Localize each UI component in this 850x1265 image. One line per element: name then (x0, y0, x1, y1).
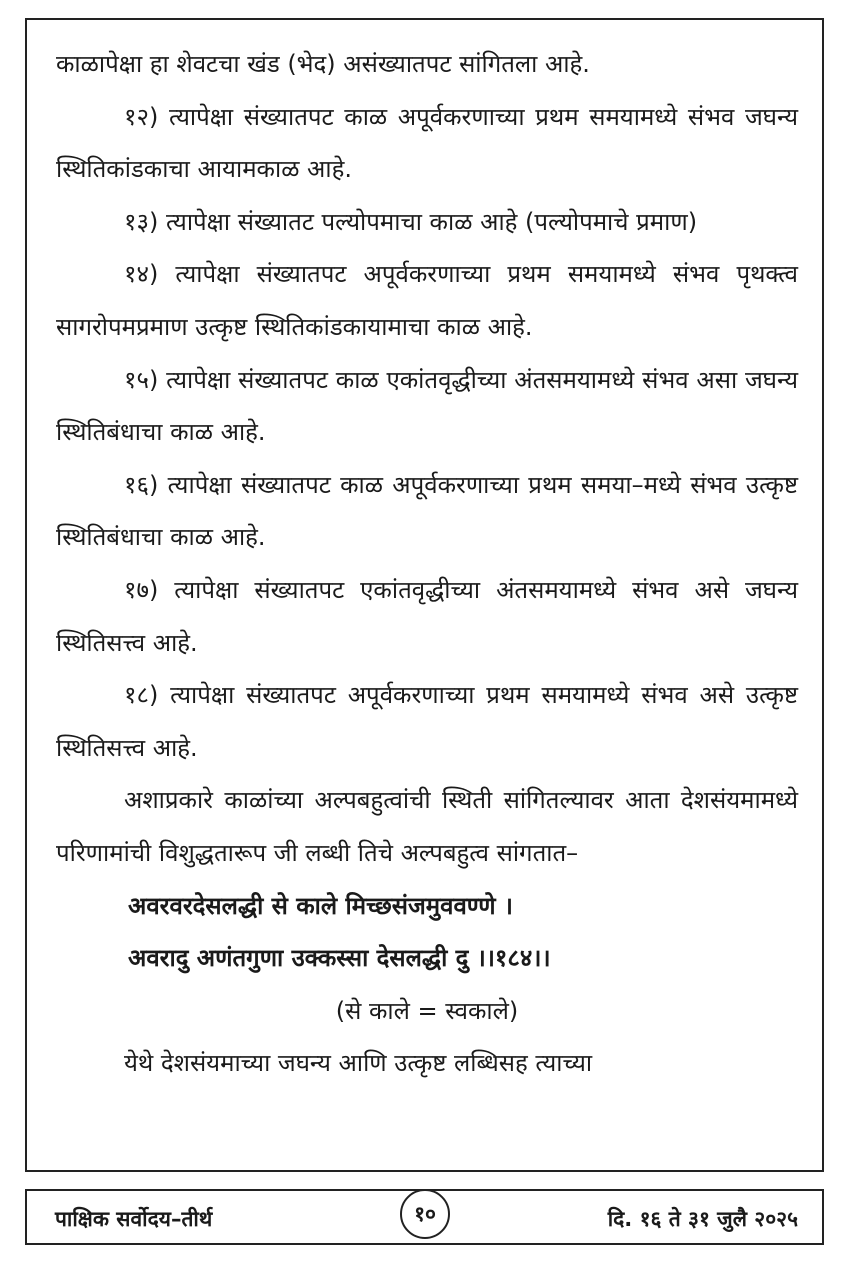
page-footer (25, 1189, 824, 1245)
paragraph-item-16: १६) त्यापेक्षा संख्यातपट काळ अपूर्वकरणाच्या प्रथम समया–मध्ये संभव उत्कृष्ट स्थितिबंधाचा काळ आहे. (56, 470, 798, 552)
paragraph-continuation: काळापेक्षा हा शेवटचा खंड (भेद) असंख्यातपट सांगितला आहे. (56, 50, 590, 78)
paragraph-item-18: १८) त्यापेक्षा संख्यातपट अपूर्वकरणाच्या प्रथम समयामध्ये संभव असे उत्कृष्ट स्थितिसत्त्व आहे. (56, 681, 798, 762)
body-text (56, 38, 798, 1090)
verse-line-1: अवरवरदेसलद्धी से काले मिच्छसंजमुववण्णे । (128, 891, 513, 920)
issue-date: दि. १६ ते ३१ जुलै २०२५ (607, 1207, 798, 1231)
verse-note: (से काले = स्वकाले) (335, 996, 519, 1025)
publication-name: पाक्षिक सर्वोदय–तीर्थ (55, 1207, 213, 1231)
page-number: १० (400, 1189, 450, 1239)
paragraph-last: येथे देशसंयमाच्या जघन्य आणि उत्कृष्ट लब्धिसह त्याच्या (124, 1049, 593, 1078)
paragraph-item-13: १३) त्यापेक्षा संख्यातट पल्योपमाचा काळ आहे (पल्योपमाचे प्रमाण) (124, 207, 698, 236)
paragraph-item-17: १७) त्यापेक्षा संख्यातपट एकांतवृद्धीच्या अंतसमयामध्ये संभव असे जघन्य स्थितिसत्त्व आहे. (56, 575, 798, 657)
paragraph-item-15: १५) त्यापेक्षा संख्यातपट काळ एकांतवृद्धीच्या अंतसमयामध्ये संभव असा जघन्य स्थितिबंधाचा काळ आहे. (56, 365, 798, 447)
verse-line-2: अवरादु अणंतगुणा उक्कस्सा देसलद्धी दु ।।१८४।। (128, 944, 551, 973)
paragraph-item-14: १४) त्यापेक्षा संख्यातपट अपूर्वकरणाच्या प्रथम समयामध्ये संभव पृथक्त्व सागरोपमप्रमाण उत्कृष्ट स्थितिकांडकायामाचा काळ आहे. (56, 260, 798, 341)
paragraph-item-12: १२) त्यापेक्षा संख्यातपट काळ अपूर्वकरणाच्या प्रथम समयामध्ये संभव जघन्य स्थितिकांडकाचा आयामकाळ आहे. (56, 102, 798, 184)
paragraph-summary: अशाप्रकारे काळांच्या अल्पबहुत्वांची स्थिती सांगितल्यावर आता देशसंयमामध्ये परिणामांची विशुद्धतारूप जी लब्धी तिचे अल्पबहुत्व सांगतात– (56, 786, 798, 867)
